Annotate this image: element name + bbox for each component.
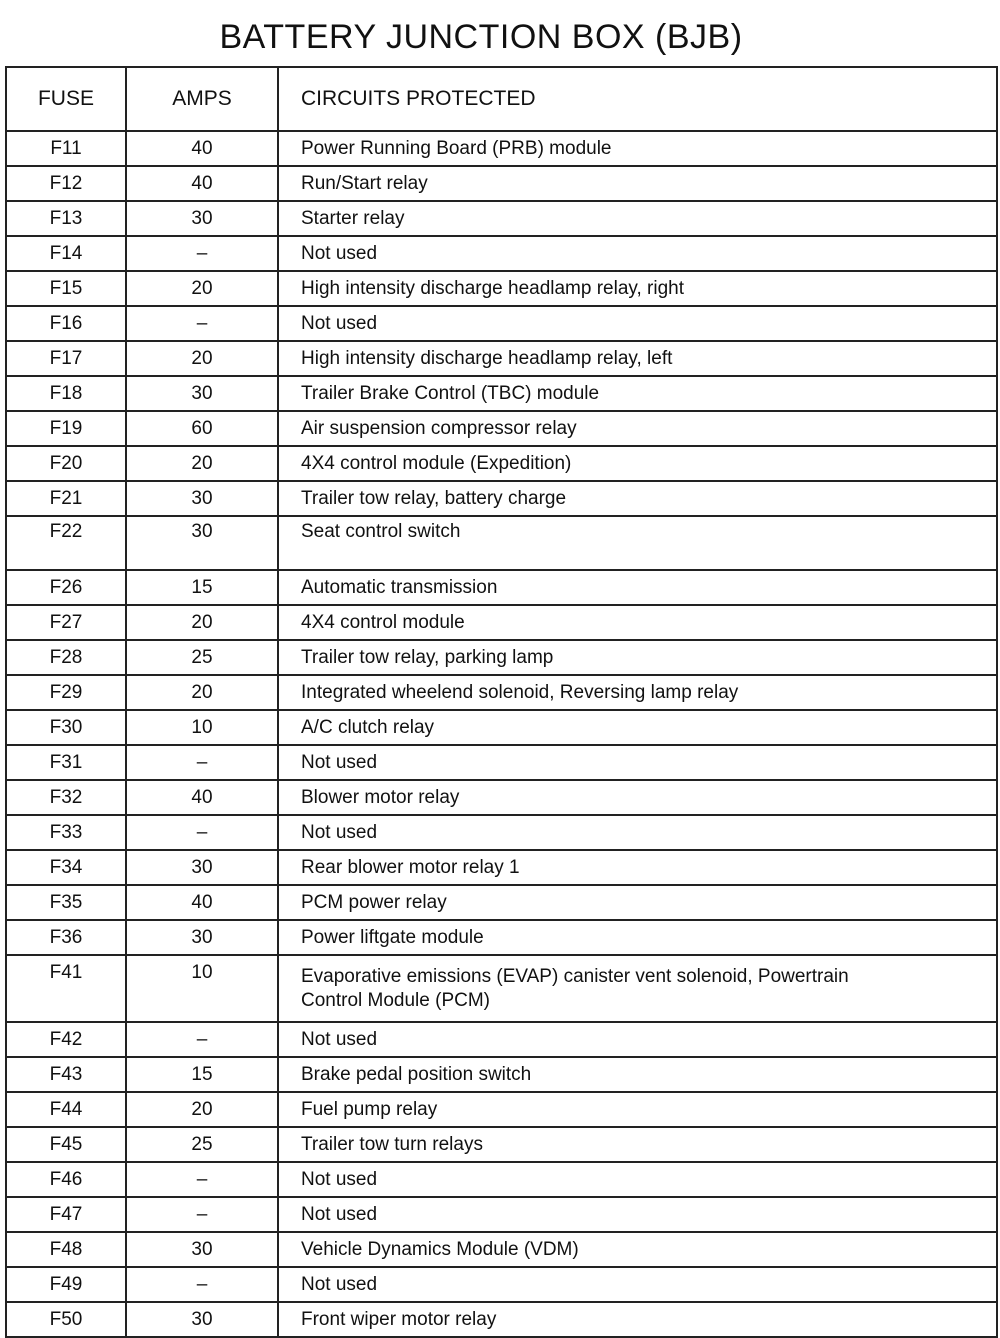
fuse-cell: F42	[6, 1022, 126, 1057]
circuit-cell: Trailer tow relay, battery charge	[278, 481, 997, 516]
circuit-cell: Power Running Board (PRB) module	[278, 131, 997, 166]
table-row	[6, 131, 997, 166]
circuit-cell: 4X4 control module	[278, 605, 997, 640]
amps-cell: 25	[126, 1127, 278, 1162]
table-row	[6, 341, 997, 376]
table-row	[6, 710, 997, 745]
amps-cell: 25	[126, 640, 278, 675]
fuse-cell: F15	[6, 271, 126, 306]
circuit-cell: High intensity discharge headlamp relay, right	[278, 271, 997, 306]
amps-cell: –	[126, 745, 278, 780]
table-row	[6, 446, 997, 481]
fuse-cell: F30	[6, 710, 126, 745]
fuse-cell: F50	[6, 1302, 126, 1337]
fuse-cell: F45	[6, 1127, 126, 1162]
fuse-cell: F31	[6, 745, 126, 780]
circuit-cell: Trailer Brake Control (TBC) module	[278, 376, 997, 411]
circuit-cell: Not used	[278, 306, 997, 341]
table-body	[6, 131, 997, 1337]
header-amps: AMPS	[126, 67, 278, 131]
fuse-cell: F20	[6, 446, 126, 481]
circuit-cell: Seat control switch	[278, 516, 997, 570]
amps-cell: 20	[126, 675, 278, 710]
fuse-cell: F49	[6, 1267, 126, 1302]
circuit-cell: Rear blower motor relay 1	[278, 850, 997, 885]
table-row	[6, 570, 997, 605]
circuit-cell: Not used	[278, 1022, 997, 1057]
table-row	[6, 885, 997, 920]
amps-cell: 30	[126, 376, 278, 411]
table-row	[6, 201, 997, 236]
table-row	[6, 236, 997, 271]
circuit-cell: Starter relay	[278, 201, 997, 236]
amps-cell: –	[126, 1267, 278, 1302]
amps-cell: 40	[126, 166, 278, 201]
fuse-cell: F41	[6, 955, 126, 1022]
table-row	[6, 605, 997, 640]
fuse-cell: F11	[6, 131, 126, 166]
table-row	[6, 166, 997, 201]
table-row	[6, 306, 997, 341]
table-row	[6, 675, 997, 710]
circuit-cell: Integrated wheelend solenoid, Reversing lamp relay	[278, 675, 997, 710]
fuse-cell: F48	[6, 1232, 126, 1267]
circuit-cell: High intensity discharge headlamp relay, left	[278, 341, 997, 376]
table-row	[6, 1197, 997, 1232]
circuit-cell: PCM power relay	[278, 885, 997, 920]
fuse-cell: F34	[6, 850, 126, 885]
fuse-cell: F26	[6, 570, 126, 605]
circuit-cell: Power liftgate module	[278, 920, 997, 955]
table-row	[6, 376, 997, 411]
table-row	[6, 271, 997, 306]
amps-cell: 20	[126, 446, 278, 481]
amps-cell: 40	[126, 885, 278, 920]
fuse-cell: F47	[6, 1197, 126, 1232]
amps-cell: –	[126, 1162, 278, 1197]
table-row	[6, 850, 997, 885]
fuse-cell: F22	[6, 516, 126, 570]
fuse-cell: F32	[6, 780, 126, 815]
fuse-cell: F27	[6, 605, 126, 640]
table-row	[6, 1232, 997, 1267]
fuse-cell: F17	[6, 341, 126, 376]
circuit-cell: Brake pedal position switch	[278, 1057, 997, 1092]
fuse-cell: F43	[6, 1057, 126, 1092]
amps-cell: –	[126, 306, 278, 341]
circuit-cell: Fuel pump relay	[278, 1092, 997, 1127]
circuit-cell: Not used	[278, 745, 997, 780]
amps-cell: 30	[126, 481, 278, 516]
fuse-cell: F36	[6, 920, 126, 955]
fuse-cell: F18	[6, 376, 126, 411]
amps-cell: 30	[126, 850, 278, 885]
fuse-cell: F28	[6, 640, 126, 675]
table-row	[6, 955, 997, 1022]
table-row	[6, 1267, 997, 1302]
fuse-cell: F21	[6, 481, 126, 516]
fuse-table	[5, 66, 998, 1338]
table-row	[6, 1162, 997, 1197]
amps-cell: 40	[126, 780, 278, 815]
amps-cell: –	[126, 815, 278, 850]
circuit-cell: Not used	[278, 1197, 997, 1232]
amps-cell: 20	[126, 605, 278, 640]
amps-cell: 40	[126, 131, 278, 166]
fuse-cell: F29	[6, 675, 126, 710]
page-title: BATTERY JUNCTION BOX (BJB)	[219, 18, 743, 56]
table-row	[6, 640, 997, 675]
amps-cell: 30	[126, 1232, 278, 1267]
amps-cell: –	[126, 236, 278, 271]
table-row	[6, 1127, 997, 1162]
fuse-cell: F13	[6, 201, 126, 236]
circuit-cell: Front wiper motor relay	[278, 1302, 997, 1337]
table-row	[6, 411, 997, 446]
amps-cell: 30	[126, 1302, 278, 1337]
circuit-cell: Not used	[278, 1267, 997, 1302]
fuse-cell: F14	[6, 236, 126, 271]
circuit-cell: Not used	[278, 236, 997, 271]
amps-cell: 10	[126, 955, 278, 1022]
circuit-cell: 4X4 control module (Expedition)	[278, 446, 997, 481]
table-header-row	[6, 67, 997, 131]
amps-cell: 30	[126, 920, 278, 955]
table-row	[6, 516, 997, 570]
table-row	[6, 920, 997, 955]
table-row	[6, 481, 997, 516]
amps-cell: 60	[126, 411, 278, 446]
amps-cell: 10	[126, 710, 278, 745]
table-row	[6, 745, 997, 780]
amps-cell: –	[126, 1022, 278, 1057]
table-row	[6, 1302, 997, 1337]
amps-cell: 15	[126, 570, 278, 605]
amps-cell: 20	[126, 1092, 278, 1127]
circuit-cell: Blower motor relay	[278, 780, 997, 815]
fuse-cell: F46	[6, 1162, 126, 1197]
amps-cell: 15	[126, 1057, 278, 1092]
table-row	[6, 780, 997, 815]
circuit-text: Evaporative emissions (EVAP) canister vent solenoid, Powertrain Control Module (PCM)	[301, 965, 849, 1011]
circuit-cell: Air suspension compressor relay	[278, 411, 997, 446]
amps-cell: 20	[126, 271, 278, 306]
table-row	[6, 1092, 997, 1127]
circuit-cell: Trailer tow turn relays	[278, 1127, 997, 1162]
circuit-cell	[278, 955, 997, 1022]
amps-cell: 30	[126, 516, 278, 570]
circuit-cell: Not used	[278, 1162, 997, 1197]
fuse-cell: F35	[6, 885, 126, 920]
circuit-cell: Run/Start relay	[278, 166, 997, 201]
header-circuits: CIRCUITS PROTECTED	[278, 67, 997, 131]
table-row	[6, 1022, 997, 1057]
amps-cell: 20	[126, 341, 278, 376]
circuit-cell: Not used	[278, 815, 997, 850]
header-fuse: FUSE	[6, 67, 126, 131]
table-row	[6, 1057, 997, 1092]
fuse-cell: F44	[6, 1092, 126, 1127]
circuit-cell: Automatic transmission	[278, 570, 997, 605]
circuit-cell: A/C clutch relay	[278, 710, 997, 745]
fuse-cell: F33	[6, 815, 126, 850]
amps-cell: 30	[126, 201, 278, 236]
fuse-cell: F16	[6, 306, 126, 341]
amps-cell: –	[126, 1197, 278, 1232]
circuit-cell: Vehicle Dynamics Module (VDM)	[278, 1232, 997, 1267]
circuit-cell: Trailer tow relay, parking lamp	[278, 640, 997, 675]
fuse-cell: F12	[6, 166, 126, 201]
fuse-cell: F19	[6, 411, 126, 446]
table-row	[6, 815, 997, 850]
